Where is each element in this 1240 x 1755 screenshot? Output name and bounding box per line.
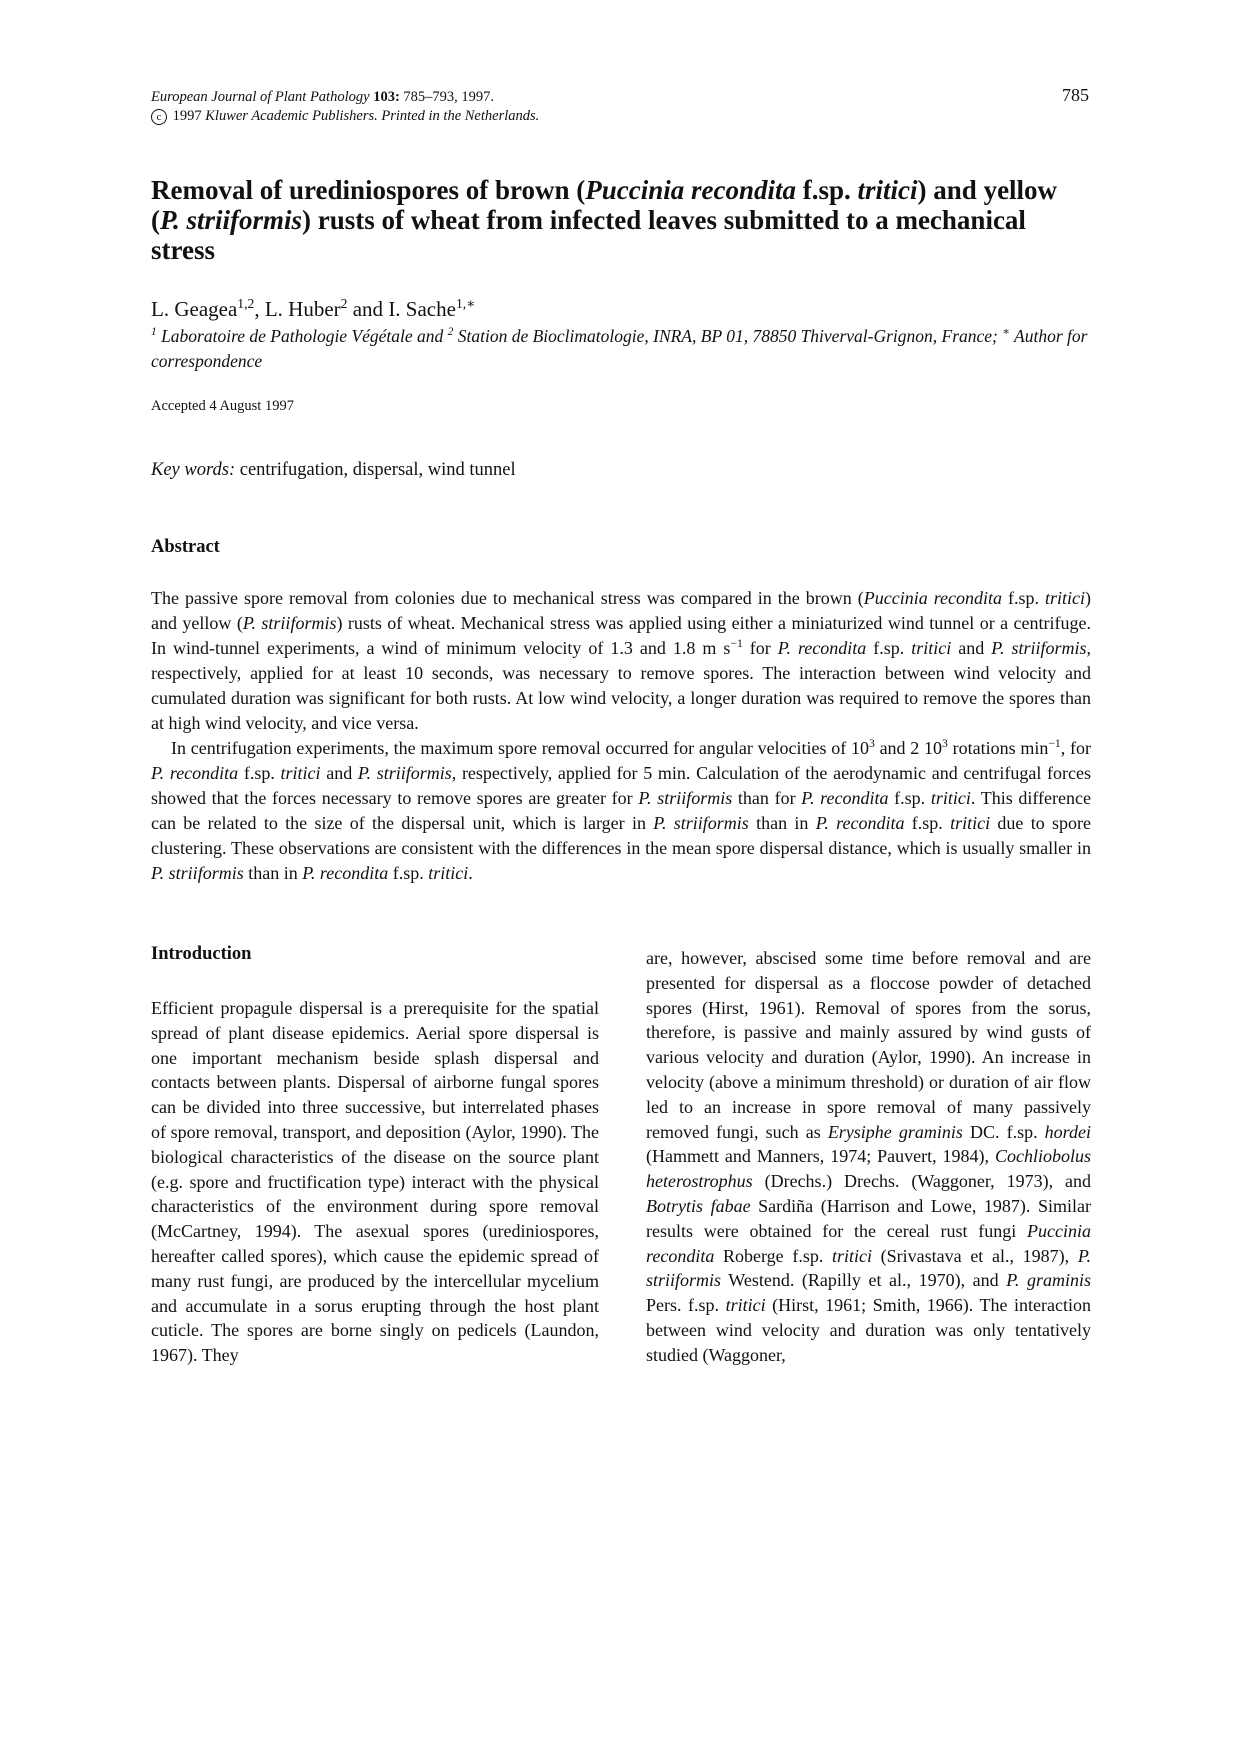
introduction-paragraph-1: Efficient propagule dispersal is a prerequisite for the spatial spread of plant disease epidemics. Aerial spore dispersal is one important mechanism beside splash dispersal and contacts between plants. Dispersal of airborne fungal spores can be divided into three successive, but interrelated phases of spore removal, transport, and deposition (Aylor, 1990). The biological characteristics of the disease on the source plant (e.g. spore and fructification type) interact with the physical characteristics of the environment during spore removal (McCartney, 1994). The asexual spores (urediniospores, hereafter called spores), which cause the epidemic spread of many rust fungi, are produced by the intercellular mycelium and accumulate in a sorus erupting through the host plant cuticle. The spores are borne singly on pedicels (Laundon, 1967). They [151,998,599,1366]
abstract-body [151,586,1091,886]
affiliations: $^1$ Laboratoire de Pathologie Végétale and $^2$ Station de Bioclimatologie, INRA, BP 01, 78850 Thiverval-Grignon, France; ∗ Author for correspondence [151,326,1088,371]
journal-pages: 785–793, 1997. [403,89,495,105]
keywords: Key words: centrifugation, dispersal, wind tunnel [151,460,516,480]
author-list: L. Geagea$^{1,2}$, L. Huber$^2$ and I. Sache$^{1,∗}$ [151,296,476,321]
article-title: Removal of urediniospores of brown (Puccinia recondita f.sp. tritici) and yellow (P. striiformis) rusts of wheat from infected leaves submitted to a mechanical stress [151,175,1058,265]
copyright-icon: c [151,109,167,125]
page-number: 785 [1062,85,1089,105]
abstract-paragraph-1: The passive spore removal from colonies due to mechanical stress was compared in the brown (Puccinia recondita f.sp. tritici) and yellow (P. striiformis) rusts of wheat. Mechanical stress was applied using either a miniaturized wind tunnel or a centrifuge. In wind-tunnel experiments, a wind of minimum velocity of 1.3 and 1.8 m $s^{-1}$ for P. recondita f.sp. tritici and P. striiformis, respectively, applied for at least 10 seconds, was necessary to remove spores. The interaction between wind velocity and cumulated duration was significant for both rusts. At low wind velocity, a longer duration was required to remove the spores than at high wind velocity, and vice versa. [151,588,1092,733]
running-header [151,88,1091,126]
journal-name: European Journal of Plant Pathology [151,89,370,105]
introduction-right-column [646,946,1091,1368]
copyright-year: 1997 [172,108,202,124]
abstract-paragraph-2: In centrifugation experiments, the maximum spore removal occurred for angular velocities of $10^3$ and 2 $10^3$ rotations $\min^{-1}$, for P. recondita f.sp. tritici and P. striiformis, respectively, applied for 5 min. Calculation of the aerodynamic and centrifugal forces showed that the forces necessary to remove spores are greater for P. striiformis than for P. recondita f.sp. tritici. This difference can be related to the size of the dispersal unit, which is larger in P. striiformis than in P. recondita f.sp. tritici due to spore clustering. These observations are consistent with the differences in the mean spore dispersal distance, which is usually smaller in P. striiformis than in P. recondita f.sp. tritici. [151,737,1092,883]
printed-note: Printed in the Netherlands. [381,108,540,124]
accepted-date: Accepted 4 August 1997 [151,398,294,414]
publisher: Kluwer Academic Publishers. [205,108,378,124]
abstract-heading: Abstract [151,537,220,557]
introduction-paragraph-continued: are, however, abscised some time before removal and are presented for dispersal as a floccose powder of detached spores (Hirst, 1961). Removal of spores from the sorus, therefore, is passive and mainly assured by wind gusts of various velocity and duration (Aylor, 1990). An increase in velocity (above a minimum threshold) or duration of air flow led to an increase in spore removal of many passively removed fungi, such as Erysiphe graminis DC. f.sp. hordei (Hammett and Manners, 1974; Pauvert, 1984), Cochliobolus heterostrophus (Drechs.) Drechs. (Waggoner, 1973), and Botrytis fabae Sardiña (Harrison and Lowe, 1987). Similar results were obtained for the cereal rust fungi Puccinia recondita Roberge f.sp. tritici (Srivastava et al., 1987), P. striiformis Westend. (Rapilly et al., 1970), and P. graminis Pers. f.sp. tritici (Hirst, 1961; Smith, 1966). The interaction between wind velocity and duration was only tentatively studied (Waggoner, [646,948,1091,1365]
introduction-left-column [151,996,599,1368]
introduction-heading: Introduction [151,944,252,964]
journal-volume: 103: [373,89,400,105]
